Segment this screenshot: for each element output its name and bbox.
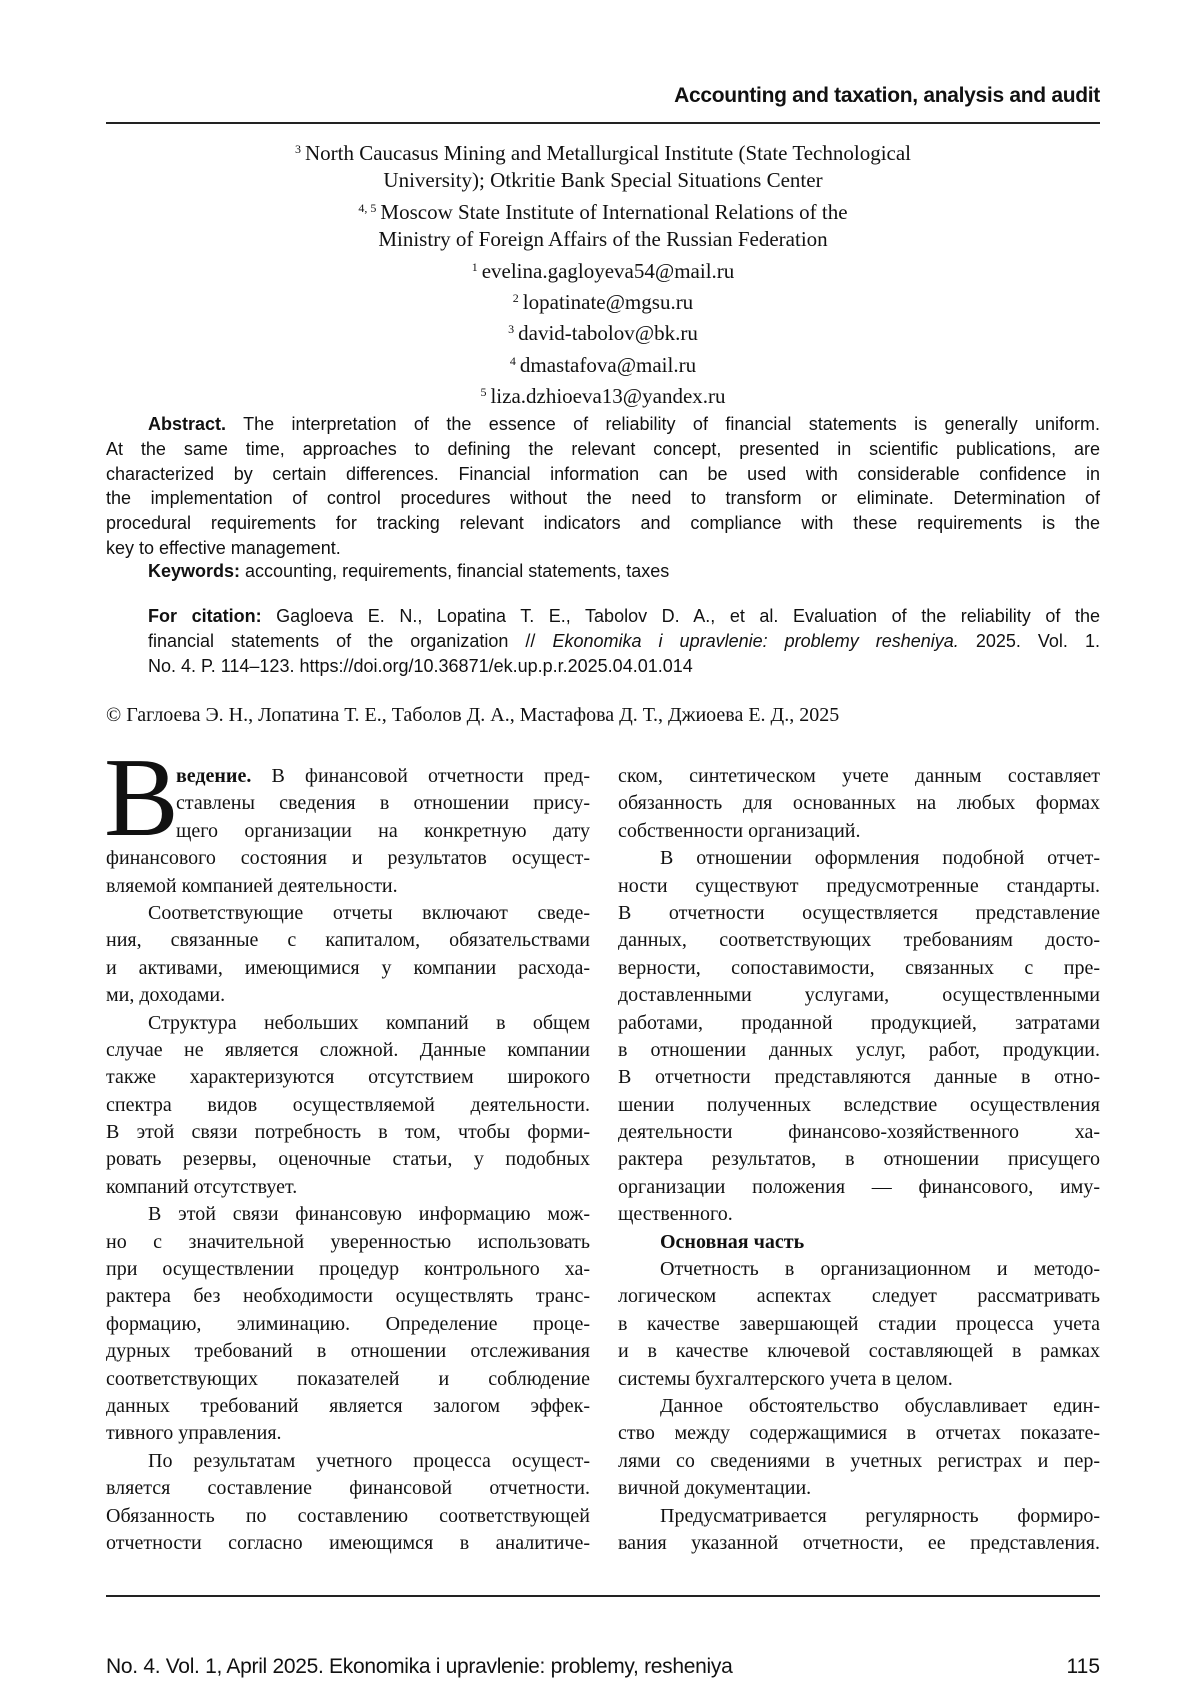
body-text: финансового состояния и результатов осущест- <box>106 847 590 869</box>
body-text: но с значительной уверенностью использовать <box>106 1231 590 1253</box>
body-text: отчетности согласно имеющимся в аналитиче- <box>106 1532 590 1554</box>
body-line <box>618 790 1100 817</box>
body-text: ском, синтетическом учете данным составляет <box>618 765 1100 787</box>
body-text: вляется составление финансовой отчетности. <box>106 1477 590 1499</box>
page-number: 115 <box>1067 1655 1100 1679</box>
citation-doi[interactable]: No. 4. P. 114–123. https://doi.org/10.36871/ek.up.p.r.2025.04.01.014 <box>148 654 1100 679</box>
citation-journal: Ekonomika i upravlenie: problemy resheniya. <box>552 631 958 651</box>
affiliation-superscript: 2 <box>513 291 519 305</box>
paragraph <box>618 1503 1100 1558</box>
abstract <box>106 412 1100 561</box>
body-text: вичной документации. <box>618 1477 811 1499</box>
body-line <box>618 1256 1100 1283</box>
body-line <box>106 1092 590 1119</box>
body-line <box>618 1366 1100 1393</box>
body-text: вляемой компанией деятельности. <box>106 875 398 897</box>
body-line <box>618 927 1100 954</box>
body-text: деятельности финансово-хозяйственного ха- <box>618 1121 1100 1143</box>
body-line <box>618 1037 1100 1064</box>
body-text: Обязанность по составлению соответствующей <box>106 1505 590 1527</box>
affiliation-text: North Caucasus Mining and Metallurgical Institute (State Technological <box>305 141 911 165</box>
abstract-line <box>106 462 1100 487</box>
body-text: В этой связи финансовую информацию мож- <box>148 1203 590 1225</box>
keywords-text: accounting, requirements, financial statements, taxes <box>240 561 669 581</box>
body-text: в качестве завершающей стадии процесса учета <box>618 1313 1100 1335</box>
body-text: ности существуют предусмотренные стандарты. <box>618 875 1100 897</box>
affiliation-superscript: 4 <box>510 354 516 368</box>
affiliation-text: Ministry of Foreign Affairs of the Russian Federation <box>378 227 827 251</box>
body-line <box>618 763 1100 790</box>
abstract-text: At the same time, approaches to defining the relevant concept, presented in scientific publications, are <box>106 439 1100 459</box>
body-text: вания указанной отчетности, ее представления. <box>618 1532 1100 1554</box>
body-text: также характеризуются отсутствием широкого <box>106 1066 590 1088</box>
affiliation-text: lopatinate@mgsu.ru <box>523 290 693 314</box>
body-text: доставленными услугами, осуществленными <box>618 984 1100 1006</box>
body-line <box>106 1420 590 1447</box>
body-line <box>618 873 1100 900</box>
body-line <box>618 1475 1100 1502</box>
abstract-line <box>106 511 1100 536</box>
body-line <box>106 1146 590 1173</box>
abstract-line <box>106 437 1100 462</box>
body-column-right <box>618 763 1100 1557</box>
body-text: Данное обстоятельство обуславливает един- <box>660 1395 1100 1417</box>
body-text: данных требований является залогом эффек- <box>106 1395 590 1417</box>
body-line <box>106 1201 590 1228</box>
keywords <box>148 561 669 582</box>
body-text: спектра видов осуществляемой деятельности. <box>106 1094 590 1116</box>
body-line <box>618 1201 1100 1228</box>
affiliation-superscript: 4, 5 <box>358 201 376 215</box>
body-line <box>618 982 1100 1009</box>
body-line <box>106 1283 590 1310</box>
body-line <box>106 1448 590 1475</box>
abstract-text: procedural requirements for tracking relevant indicators and compliance with these requirements is the <box>106 513 1100 533</box>
body-line <box>106 1174 590 1201</box>
body-line <box>618 1393 1100 1420</box>
body-line <box>618 955 1100 982</box>
paragraph <box>106 1010 590 1202</box>
drop-cap: В <box>104 742 179 854</box>
affiliation-text: david-tabolov@bk.ru <box>518 321 698 345</box>
body-line <box>106 873 590 900</box>
abstract-label: Abstract. <box>148 414 226 434</box>
body-text: соответствующих показателей и соблюдение <box>106 1368 590 1390</box>
body-column-left <box>106 763 590 1557</box>
body-text: тивного управления. <box>106 1422 282 1444</box>
body-text: В этой связи потребность в том, чтобы форми- <box>106 1121 590 1143</box>
citation-text: 2025. Vol. 1. <box>959 631 1100 651</box>
body-text: и активами, имеющимися у компании расхода- <box>106 957 590 979</box>
body-text: В отчетности представляются данные в отно- <box>618 1066 1100 1088</box>
affiliation-line <box>106 195 1100 226</box>
affiliation-superscript: 3 <box>295 142 301 156</box>
body-line <box>618 1283 1100 1310</box>
abstract-text: The interpretation of the essence of reliability of financial statements is generally uniform. <box>226 414 1100 434</box>
body-line <box>618 1530 1100 1557</box>
affiliation-line <box>106 226 1100 253</box>
document-page <box>0 0 1200 1698</box>
footer-journal: No. 4. Vol. 1, April 2025. Ekonomika i upravlenie: problemy, resheniya <box>106 1655 732 1679</box>
body-line <box>106 1393 590 1420</box>
body-line <box>618 1448 1100 1475</box>
affiliation-text: liza.dzhioeva13@yandex.ru <box>490 384 725 408</box>
affiliation-line <box>106 316 1100 347</box>
abstract-line <box>106 412 1100 437</box>
body-text: По результатам учетного процесса осущест- <box>148 1450 590 1472</box>
body-line <box>618 1420 1100 1447</box>
citation-line <box>148 629 1100 654</box>
affiliation-line <box>106 254 1100 285</box>
body-line <box>618 1338 1100 1365</box>
affiliation-line <box>106 285 1100 316</box>
body-text: в отношении данных услуг, работ, продукции. <box>618 1039 1100 1061</box>
lead-word: ведение. <box>176 765 251 787</box>
running-title: Accounting and taxation, analysis and audit <box>674 84 1100 108</box>
affiliation-line <box>106 167 1100 194</box>
citation-text: Gagloeva E. N., Lopatina T. E., Tabolov D. A., et al. Evaluation of the reliability of the <box>262 606 1100 626</box>
paragraph <box>106 1201 590 1448</box>
copyright: © Гаглоева Э. Н., Лопатина Т. Е., Таболов Д. А., Мастафова Д. Т., Джиоева Е. Д., 2025 <box>106 704 839 727</box>
body-line <box>106 1064 590 1091</box>
affiliation-superscript: 5 <box>480 385 486 399</box>
body-line <box>106 1010 590 1037</box>
body-text: лями со сведениями в учетных регистрах и пер- <box>618 1450 1100 1472</box>
body-line <box>106 1338 590 1365</box>
keywords-label: Keywords: <box>148 561 240 581</box>
paragraph <box>618 763 1100 845</box>
affiliations <box>106 136 1100 411</box>
body-text: собственности организаций. <box>618 820 860 842</box>
body-line <box>106 1503 590 1530</box>
body-text: ставлены сведения в отношении прису- <box>176 792 590 814</box>
body-text: рактера результатов, в отношении присущего <box>618 1148 1100 1170</box>
abstract-text: key to effective management. <box>106 538 341 558</box>
header-rule <box>106 122 1100 124</box>
body-line <box>618 1010 1100 1037</box>
body-text: щественного. <box>618 1203 733 1225</box>
body-text: Отчетность в организационном и методо- <box>660 1258 1100 1280</box>
body-text: рактера без необходимости осуществлять транс- <box>106 1285 590 1307</box>
body-text: Структура небольших компаний в общем <box>148 1012 590 1034</box>
paragraph <box>618 1393 1100 1503</box>
body-line <box>618 1311 1100 1338</box>
paragraph <box>106 900 590 1010</box>
body-text: и в качестве ключевой составляющей в рамках <box>618 1340 1100 1362</box>
body-line <box>106 1229 590 1256</box>
body-text: случае не является сложной. Данные компании <box>106 1039 590 1061</box>
body-line <box>106 1475 590 1502</box>
citation-label: For citation: <box>148 606 262 626</box>
body-line <box>106 982 590 1009</box>
body-line <box>106 1119 590 1146</box>
body-line <box>106 1311 590 1338</box>
abstract-line <box>106 486 1100 511</box>
body-text: В отчетности осуществляется представление <box>618 902 1100 924</box>
body-text: В финансовой отчетности пред- <box>251 765 590 787</box>
body-text: Соответствующие отчеты включают сведе- <box>148 902 590 924</box>
body-line <box>618 1092 1100 1119</box>
body-text: дурных требований в отношении отслеживания <box>106 1340 590 1362</box>
body-line <box>106 900 590 927</box>
body-text: шении полученных вследствие осуществления <box>618 1094 1100 1116</box>
body-line <box>106 927 590 954</box>
body-line <box>618 900 1100 927</box>
footer-rule <box>106 1595 1100 1597</box>
paragraph <box>618 845 1100 1228</box>
body-line <box>618 818 1100 845</box>
body-text: В отношении оформления подобной отчет- <box>660 847 1100 869</box>
body-text: ния, связанные с капиталом, обязательствами <box>106 929 590 951</box>
affiliation-text: Moscow State Institute of International Relations of the <box>380 200 847 224</box>
body-line <box>106 1530 590 1557</box>
body-text: ство между содержащимися в отчетах показате- <box>618 1422 1100 1444</box>
body-text: работами, проданной продукцией, затратами <box>618 1012 1100 1034</box>
affiliation-line <box>106 136 1100 167</box>
body-text: формацию, элиминацию. Определение проце- <box>106 1313 590 1335</box>
paragraph <box>618 1256 1100 1393</box>
affiliation-superscript: 1 <box>472 260 478 274</box>
affiliation-line <box>106 348 1100 379</box>
body-text: обязанность для основанных на любых формах <box>618 792 1100 814</box>
body-line <box>618 845 1100 872</box>
body-text: щего организации на конкретную дату <box>176 820 590 842</box>
citation-line <box>148 604 1100 629</box>
body-text: системы бухгалтерского учета в целом. <box>618 1368 953 1390</box>
body-line <box>618 1146 1100 1173</box>
section-heading: Основная часть <box>618 1229 1100 1256</box>
abstract-text: the implementation of control procedures without the need to transform or eliminate. Determination of <box>106 488 1100 508</box>
body-text: верности, сопоставимости, связанных с пре- <box>618 957 1100 979</box>
body-line <box>106 955 590 982</box>
body-text: данных, соответствующих требованиям досто- <box>618 929 1100 951</box>
affiliation-text: University); Otkritie Bank Special Situations Center <box>383 168 822 192</box>
body-line <box>618 1119 1100 1146</box>
body-line <box>106 1037 590 1064</box>
body-line <box>618 1174 1100 1201</box>
body-text: компаний отсутствует. <box>106 1176 297 1198</box>
body-line <box>618 1503 1100 1530</box>
body-text: организации положения — финансового, иму- <box>618 1176 1100 1198</box>
affiliation-superscript: 3 <box>508 322 514 336</box>
citation-text: financial statements of the organization // <box>148 631 552 651</box>
citation <box>148 604 1100 678</box>
body-text: ми, доходами. <box>106 984 225 1006</box>
affiliation-line <box>106 379 1100 410</box>
paragraph <box>106 1448 590 1558</box>
body-line <box>106 1366 590 1393</box>
abstract-line <box>106 536 1100 561</box>
body-text: ровать резервы, оценочные статьи, у подобных <box>106 1148 590 1170</box>
body-text: Предусматривается регулярность формиро- <box>660 1505 1100 1527</box>
body-line <box>106 1256 590 1283</box>
abstract-text: characterized by certain differences. Financial information can be used with considerable confidence in <box>106 464 1100 484</box>
body-text: логическом аспектах следует рассматривать <box>618 1285 1100 1307</box>
body-line <box>618 1064 1100 1091</box>
body-text: при осуществлении процедур контрольного ха- <box>106 1258 590 1280</box>
affiliation-text: evelina.gagloyeva54@mail.ru <box>482 259 735 283</box>
affiliation-text: dmastafova@mail.ru <box>520 353 696 377</box>
